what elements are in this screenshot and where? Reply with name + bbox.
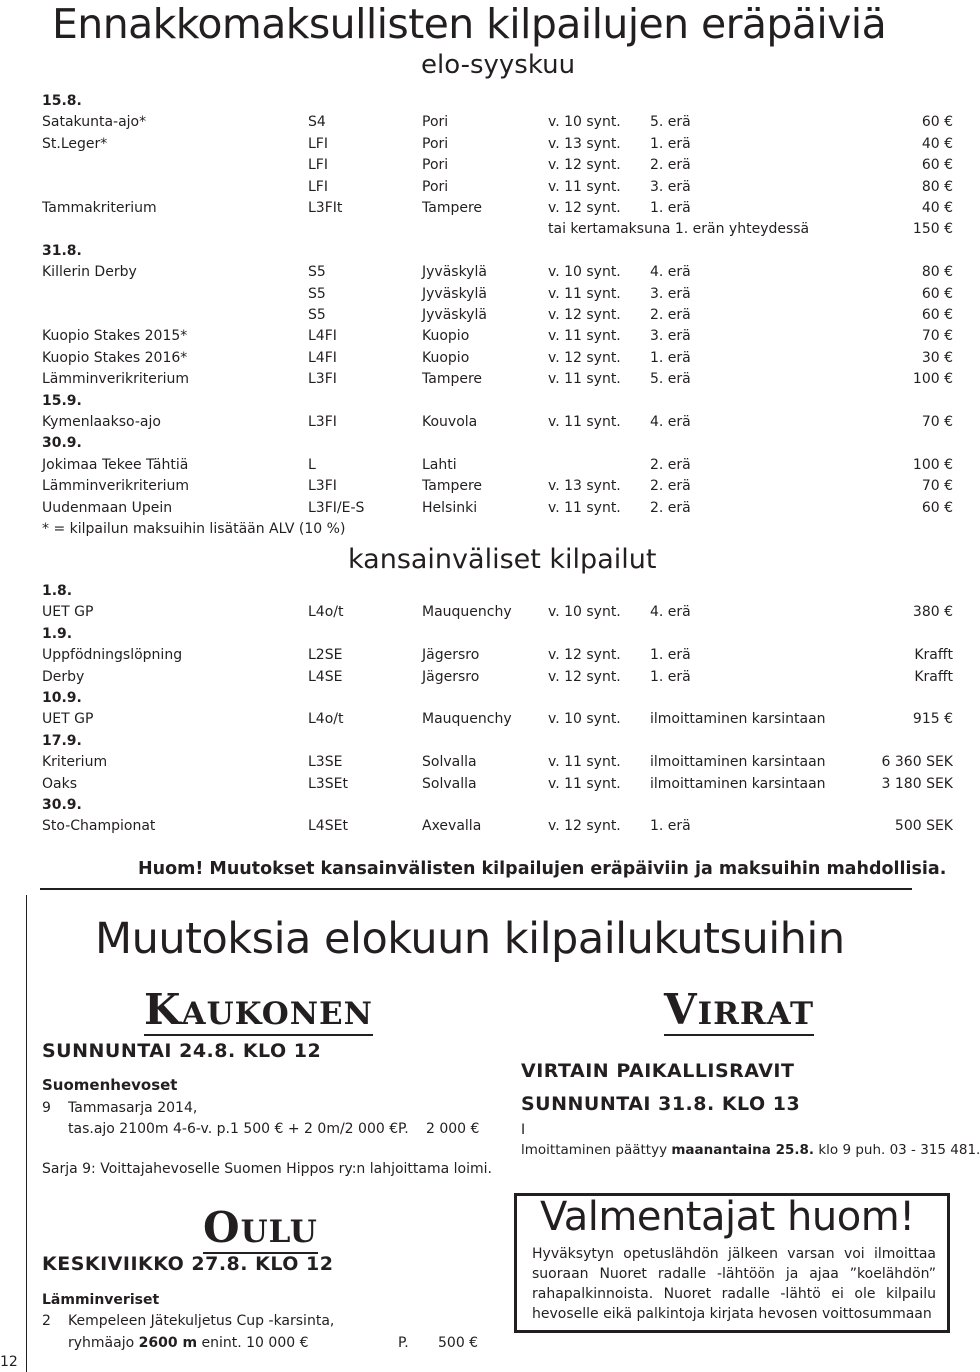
cell-fee: 80 €	[921, 264, 953, 281]
cell-fee: 3 180 SEK	[881, 775, 953, 792]
cell-fee: 500 SEK	[894, 818, 953, 835]
cell-age: v. 10 synt.	[548, 604, 621, 621]
cell-round: 3. erä	[650, 178, 691, 195]
cell-name: Lämminverikriterium	[42, 478, 189, 495]
cell-fee: 6 360 SEK	[881, 754, 953, 771]
cell-cls: L3FI	[308, 371, 337, 388]
cell-cls: L4o/t	[308, 711, 344, 728]
cell-cls: S5	[308, 264, 326, 281]
virrat-registration: lmoittaminen päättyy maanantaina 25.8. klo 9 puh. 03 - 315 481.	[521, 1142, 980, 1158]
oulu-race-number: 2	[42, 1313, 51, 1329]
cell-fee: Krafft	[914, 647, 953, 664]
cell-place: Mauquenchy	[422, 711, 512, 728]
cell-round: 4. erä	[650, 264, 691, 281]
changes-heading: Muutoksia elokuun kilpailukutsuihin	[95, 914, 845, 964]
valmentajat-title: Valmentajat huom!	[540, 1194, 915, 1240]
date-heading: 30.9.	[42, 797, 82, 813]
cell-place: Pori	[422, 157, 449, 174]
cell-round: ilmoittaminen karsintaan	[650, 775, 826, 792]
oulu-race-details: ryhmäajo 2600 m enint. 10 000 €	[68, 1335, 309, 1351]
cell-fee: 70 €	[921, 328, 953, 345]
cell-round: 2. erä	[650, 307, 691, 323]
cell-age: v. 11 synt.	[548, 328, 621, 345]
cell-place: Mauquenchy	[422, 604, 512, 621]
cell-age: v. 11 synt.	[548, 775, 621, 792]
cell-fee: 60 €	[921, 157, 953, 174]
cell-place: Jyväskylä	[422, 285, 487, 302]
date-heading: 15.9.	[42, 392, 82, 409]
kaukonen-fee: 2 000 €	[426, 1121, 480, 1137]
cell-age: v. 11 synt.	[548, 285, 621, 302]
cell-cls: L3SEt	[308, 775, 348, 792]
cell-round: 2. erä	[650, 157, 691, 174]
cell-place: Pori	[422, 178, 449, 195]
cell-cls: LFI	[308, 135, 328, 152]
cell-cls: L4FI	[308, 349, 337, 366]
virrat-day: SUNNUNTAI 31.8. KLO 13	[521, 1093, 801, 1115]
page-number: 12	[0, 1354, 18, 1370]
cell-fee: 60 €	[921, 307, 953, 323]
kaukonen-section: Suomenhevoset	[42, 1076, 178, 1094]
cell-fee: 80 €	[921, 178, 953, 195]
cell-age: v. 12 synt.	[548, 157, 621, 174]
cell-age: v. 11 synt.	[548, 754, 621, 771]
cell-fee: Krafft	[914, 668, 953, 685]
date-heading: 1.8.	[42, 583, 73, 599]
cell-fee: 70 €	[921, 414, 953, 430]
cell-name: Jokimaa Tekee Tähtiä	[42, 456, 189, 473]
page-subtitle: elo-syyskuu	[421, 50, 576, 80]
cell-place: Pori	[422, 114, 449, 131]
cell-age: v. 13 synt.	[548, 135, 621, 152]
cell-name: Kriterium	[42, 754, 108, 771]
cell-place: Solvalla	[422, 754, 477, 771]
cell-round: 4. erä	[650, 414, 691, 430]
venue-kaukonen: KAUKONEN	[144, 985, 374, 1034]
cell-round: ilmoittaminen karsintaan	[650, 754, 826, 771]
oulu-fee: 500 €	[438, 1335, 479, 1351]
cell-cls: L4SEt	[308, 818, 348, 835]
kaukonen-p-label: P.	[398, 1121, 409, 1137]
cell-place: Jyväskylä	[422, 264, 487, 281]
date-heading: 15.8.	[42, 93, 82, 109]
cell-age: v. 12 synt.	[548, 668, 621, 685]
cell-name: Killerin Derby	[42, 264, 137, 281]
cell-age: v. 11 synt.	[548, 414, 621, 430]
cell-round: 1. erä	[650, 200, 691, 216]
cell-name: Uudenmaan Upein	[42, 499, 173, 516]
venue-oulu: OULU	[203, 1203, 318, 1252]
date-heading: 1.9.	[42, 625, 73, 642]
cell-round: 1. erä	[650, 647, 691, 664]
cell-age: v. 12 synt.	[548, 349, 621, 366]
cell-name: UET GP	[42, 604, 94, 621]
cell-cls: L	[308, 456, 316, 473]
valmentajat-body: Hyväksytyn opetuslähdön jälkeen varsan voi ilmoittaa suoraan Nuoret radalle -lähtöön ja ajaa ”koelähdön” rahapalkinnoista. Nuoret radalle -lähtö ei ole kilpailu hevoselle eikä palkintoja kirjata hevosen voittosummaan	[532, 1246, 936, 1322]
cell-place: Solvalla	[422, 775, 477, 792]
cell-cls: LFI	[308, 157, 328, 174]
cell-cls: L4o/t	[308, 604, 344, 621]
oulu-section: Lämminveriset	[42, 1292, 160, 1308]
cell-age: v. 12 synt.	[548, 818, 621, 835]
cell-cls: L4SE	[308, 668, 343, 685]
cell-age: v. 12 synt.	[548, 307, 621, 323]
cell-age: v. 12 synt.	[548, 200, 621, 216]
huom-note: Huom! Muutokset kansainvälisten kilpailujen eräpäiviin ja maksuihin mahdollisia.	[138, 859, 947, 879]
kaukonen-race-details: tas.ajo 2100m 4-6-v. p.1 500 € + 2 0m/2 000 €	[68, 1121, 399, 1137]
cell-cls: L2SE	[308, 647, 343, 664]
cell-place: Kuopio	[422, 328, 470, 345]
cell-cls: L3FI	[308, 478, 337, 495]
cell-round: ilmoittaminen karsintaan	[650, 711, 826, 728]
cell-name: St.Leger*	[42, 135, 108, 152]
virrat-i: I	[521, 1122, 526, 1138]
date-heading: 10.9.	[42, 690, 82, 706]
cell-round: 2. erä	[650, 456, 691, 473]
cell-cls: S5	[308, 307, 326, 323]
cell-round: 1. erä	[650, 349, 691, 366]
cell-name: Lämminverikriterium	[42, 371, 189, 388]
cell-round: 1. erä	[650, 668, 691, 685]
cell-round: 1. erä	[650, 818, 691, 835]
cell-cls: L3SE	[308, 754, 343, 771]
oulu-day: KESKIVIIKKO 27.8. KLO 12	[42, 1253, 334, 1275]
cell-name: Kymenlaakso-ajo	[42, 414, 161, 430]
cell-round: 3. erä	[650, 328, 691, 345]
cell-age: tai kertamaksuna 1. erän yhteydessä	[548, 221, 810, 238]
date-heading: 30.9.	[42, 435, 82, 452]
cell-cls: L3FIt	[308, 200, 343, 216]
cell-cls: S4	[308, 114, 326, 131]
cell-name: Satakunta-ajo*	[42, 114, 147, 131]
cell-name: Oaks	[42, 775, 77, 792]
cell-place: Kouvola	[422, 414, 478, 430]
cell-name: Derby	[42, 668, 85, 685]
cell-fee: 380 €	[912, 604, 953, 621]
cell-cls: S5	[308, 285, 326, 302]
kaukonen-race-title: Tammasarja 2014,	[68, 1100, 198, 1116]
oulu-race-title: Kempeleen Jätekuljetus Cup -karsinta,	[68, 1313, 335, 1329]
cell-age: v. 10 synt.	[548, 264, 621, 281]
kaukonen-race-number: 9	[42, 1100, 51, 1116]
cell-name: Tammakriterium	[42, 200, 157, 216]
cell-round: 1. erä	[650, 135, 691, 152]
cell-name: Kuopio Stakes 2015*	[42, 328, 188, 345]
cell-place: Jyväskylä	[422, 307, 487, 323]
divider	[40, 888, 912, 890]
cell-fee: 40 €	[921, 135, 953, 152]
cell-age: v. 10 synt.	[548, 114, 621, 131]
left-margin-rule	[26, 895, 27, 1372]
oulu-p-label: P.	[398, 1335, 409, 1351]
cell-place: Lahti	[422, 456, 457, 473]
cell-fee: 30 €	[921, 349, 953, 366]
kaukonen-day: SUNNUNTAI 24.8. KLO 12	[42, 1040, 322, 1062]
page-title: Ennakkomaksullisten kilpailujen eräpäiviä	[52, 0, 887, 48]
cell-cls: L4FI	[308, 328, 337, 345]
venue-virrat: VIRRAT	[664, 985, 815, 1034]
cell-place: Jägersro	[422, 668, 480, 685]
cell-fee: 60 €	[921, 499, 953, 516]
date-heading: 17.9.	[42, 732, 82, 749]
cell-place: Axevalla	[422, 818, 482, 835]
cell-age: v. 11 synt.	[548, 178, 621, 195]
cell-name: Sto-Championat	[42, 818, 156, 835]
kaukonen-note: Sarja 9: Voittajahevoselle Suomen Hippos ry:n lahjoittama loimi.	[42, 1161, 492, 1177]
cell-place: Tampere	[422, 371, 483, 388]
cell-name: Kuopio Stakes 2016*	[42, 349, 188, 366]
cell-age: v. 11 synt.	[548, 499, 621, 516]
cell-cls: L3FI/E-S	[308, 499, 365, 516]
cell-name: UET GP	[42, 711, 94, 728]
cell-place: Kuopio	[422, 349, 470, 366]
cell-age: v. 12 synt.	[548, 647, 621, 664]
cell-age: v. 10 synt.	[548, 711, 621, 728]
cell-fee: 100 €	[912, 371, 953, 388]
cell-round: 5. erä	[650, 371, 691, 388]
cell-place: Pori	[422, 135, 449, 152]
cell-place: Tampere	[422, 200, 483, 216]
cell-cls: L3FI	[308, 414, 337, 430]
date-heading: 31.8.	[42, 242, 82, 259]
cell-fee: 60 €	[921, 114, 953, 131]
cell-place: Tampere	[422, 478, 483, 495]
cell-fee: 915 €	[912, 711, 953, 728]
cell-name: Uppfödningslöpning	[42, 647, 183, 664]
virrat-event-name: VIRTAIN PAIKALLISRAVIT	[521, 1060, 795, 1082]
cell-age: v. 11 synt.	[548, 371, 621, 388]
cell-fee: 100 €	[912, 456, 953, 473]
cell-place: Jägersro	[422, 647, 480, 664]
cell-place: Helsinki	[422, 499, 478, 516]
cell-round: 3. erä	[650, 285, 691, 302]
cell-fee: 70 €	[921, 478, 953, 495]
cell-round: 2. erä	[650, 499, 691, 516]
cell-age: v. 13 synt.	[548, 478, 621, 495]
cell-fee: 40 €	[921, 200, 953, 216]
cell-round: 2. erä	[650, 478, 691, 495]
international-heading: kansainväliset kilpailut	[348, 544, 657, 575]
cell-cls: LFI	[308, 178, 328, 195]
cell-fee: 150 €	[912, 221, 953, 238]
cell-round: 5. erä	[650, 114, 691, 131]
cell-fee: 60 €	[921, 285, 953, 302]
footnote: * = kilpailun maksuihin lisätään ALV (10 %)	[42, 521, 346, 537]
cell-round: 4. erä	[650, 604, 691, 621]
